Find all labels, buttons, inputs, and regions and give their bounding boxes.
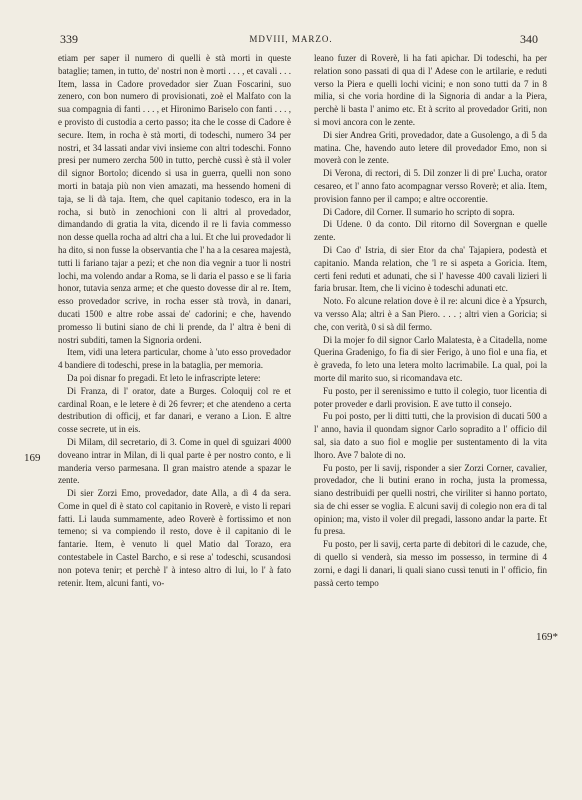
paragraph: Fu posto, per il serenissimo e tutto il colegio, tuor licentia di poter proveder e darli provision. E ave tutto il consejo. [314, 385, 547, 409]
page-number-right: 340 [520, 32, 538, 46]
paragraph: Di Udene. 0 da conto. Dil ritorno dil Sovergnan e quelle zente. [314, 219, 547, 243]
margin-note-right: 169* [536, 631, 558, 643]
paragraph: Noto. Fo alcune relation dove è il re: alcuni dice è a Ypsurch, va versso Ala; altri è a San Piero. . . . ; altri vien a Goricia; si che, con verità, 0 si sà dil fermo. [314, 296, 547, 332]
paragraph: Di Cao d' Istria, di sier Etor da cha' Tajapiera, podestà et capitanio. Manda relation, che 'l re si aspeta a Goricia. Item, certi feni reduti et adunati, che si l' havesse 400 cavali lizieri li faria brusar. Item, che li vicino è todeschi adunati etc. [314, 244, 547, 294]
paragraph: Di la mojer fo dil signor Carlo Malatesta, è a Citadella, nome Querina Gradenigo, fo fia di sier Ferigo, à uno fiol e una fia, et è graveda, fo leto una letera molto lacrimabile. La qual, poi la morte dil marito suo, si ricomandava etc. [314, 334, 547, 383]
margin-note-left: 169 [24, 452, 41, 464]
paragraph: Di Franza, di l' orator, date a Burges. Coloquij col re et cardinal Roan, e le letere è di 26 fevrer; et che atendeno a certa destribution di officij, et far danari, e verano a Lion. E altre cosse secrete, ut in eis. [58, 385, 291, 435]
paragraph: Fu poi posto, per li ditti tutti, che la provision di ducati 500 a l' anno, havia il quondam signor Carlo sopradito a l' officio dil sal, sia dato a suo fiol e moglie per sustentamento di la vita lhoro. Ave 7 balote di no. [314, 411, 547, 460]
paragraph: leano fuzer di Roverè, li ha fati apichar. Di todeschi, ha per relation sono passati di qua di l' Adese con le artilarie, e reduti verso la Piera e quelli lochi vicini; e non sono tutti da 7 in 8 milia, si che voria hordine di la Signoria di andar a la Piera, perchè li basta l' animo etc. Et à scrito al provedador Griti, non si movi ancora con le zente. [314, 53, 547, 127]
paragraph: Fu posto, per li savij, risponder a sier Zorzi Corner, cavalier, provedador, che li butini erano in rocha, justa la promessa, siano destribuidi per quelli nostri, che viriliter si hanno portato, sia de chi esser se voglia. E alcuni savij di colegio non era di tal opinion; ma, visto il voler dil pregadi, lassono andar la parte. Et fu presa. [314, 462, 547, 537]
paragraph: Di Cadore, dil Corner. Il sumario ho scripto di sopra. [323, 206, 515, 217]
page-number-left: 339 [60, 32, 78, 46]
paragraph: Da poi disnar fo pregadi. Et leto le infrascripte letere: [67, 372, 261, 383]
running-title: MDVIII, MARZO. [249, 34, 333, 44]
paragraph: Di Milam, dil secretario, di 3. Come in quel dì sguizari 4000 doveano intrar in Milan, di li qual parte è per nostro conto, e li manderia verso parmesana. Il gran maistro atende a spazar le zente. [58, 436, 291, 486]
paragraph: Fu posto, per li savij, certa parte di debitori di le cazude, che, di quello si venderà, sia messo im possesso, in termine di 4 zorni, e dagi li danari, li quali siano cussì tenuti in l' officio, fin passà certo tempo [314, 539, 547, 588]
paragraph: Di sier Andrea Griti, provedador, date a Gusolengo, a dì 5 da matina. Che, havendo auto letere dil provedador Emo, non si moverà con le zente. [314, 129, 547, 166]
text-column-right [314, 52, 547, 589]
paragraph: Item, vidi una letera particular, chome à 'uto esso provedador 4 bandiere di todeschi, prese in la bataglia, per memoria. [58, 347, 291, 371]
paragraph: Di sier Zorzi Emo, provedador, date Alla, a dì 4 da sera. Come in quel dì è stato col capitanio in Roverè, e visto li repari fatti. Li lauda summamente, adeo Roverè è fortissimo et non temeno; si va compiendo il resto, dove è il capitanio di le fantarie. Item, è venuto li quel Matio dal Torazo, era contestabele in Castel Barcho, e si rese a' todeschi, scusandosi non poteva tenir; et perchè l' à inteso altro di lui, lo l' à fato retenir. Item, alcuni fanti, vo- [58, 488, 291, 588]
paragraph: etiam per saper il numero di quelli è stà morti in queste bataglie; tamen, in tutto, de' nostri non è morti . . . , et cavali . . . Item, lassa in Cadore provedador sier Zuan Foscarini, suo zenero, con bon numero di provisionati, zoè el Malfato con la sua compagnia di fanti . . . , et Hironimo Bariselo con fanti . . . , e provisto di custodia a certo passo; ita che le cosse di Cadore è secure. Item, in rocha è stà morti, di todeschi, numero 34 per nostri, et 34 lassati andar vivi insieme con altri todeschi. Fonno presi per numero zercha 500 in tutto, perchè cussì è stà il voler dil signor Bortolo; dicendo si usa in guerra, quelli non sono morti in bataja più non vien amazati, ma hessendo homeni di taja, se li dà taja. Item, che quel capitanio todesco, era in la rocha, si butò in zenochioni con li altri al provedador, dimandando di gratia la vita, dicendo il re li favia commesso non desse quella rocha ad altri cha a lui. Et che lui provedador li ha dito, si non fusse la observantia che l' ha a la cesarea majestà, tutti li fariano tajar a pezi; et che non dia vegnir a tuor li nostri lochi, ma volendo andar a Roma, se li daria el passo e se li faria honor, tutavia senza arme; et che questo dovesse dir al re. Item, esso provedador scrive, in rocha esser stà trovà, in danari, ducati 1500 e altre robe assai de' cadorini; e che, havendo promesso li butini siano de chi li prende, da l' altra è beni di nostri subditi, tamen la Signoria ordeni. [58, 53, 291, 345]
paragraph: Di Verona, di rectori, di 5. Dil zonzer li di pre' Lucha, orator cesareo, et l' anno fato acompagnar versso Roverè; et alia. Item, provision fanno per il campo; e altre occorentie. [314, 168, 547, 204]
text-column-left [58, 52, 291, 589]
